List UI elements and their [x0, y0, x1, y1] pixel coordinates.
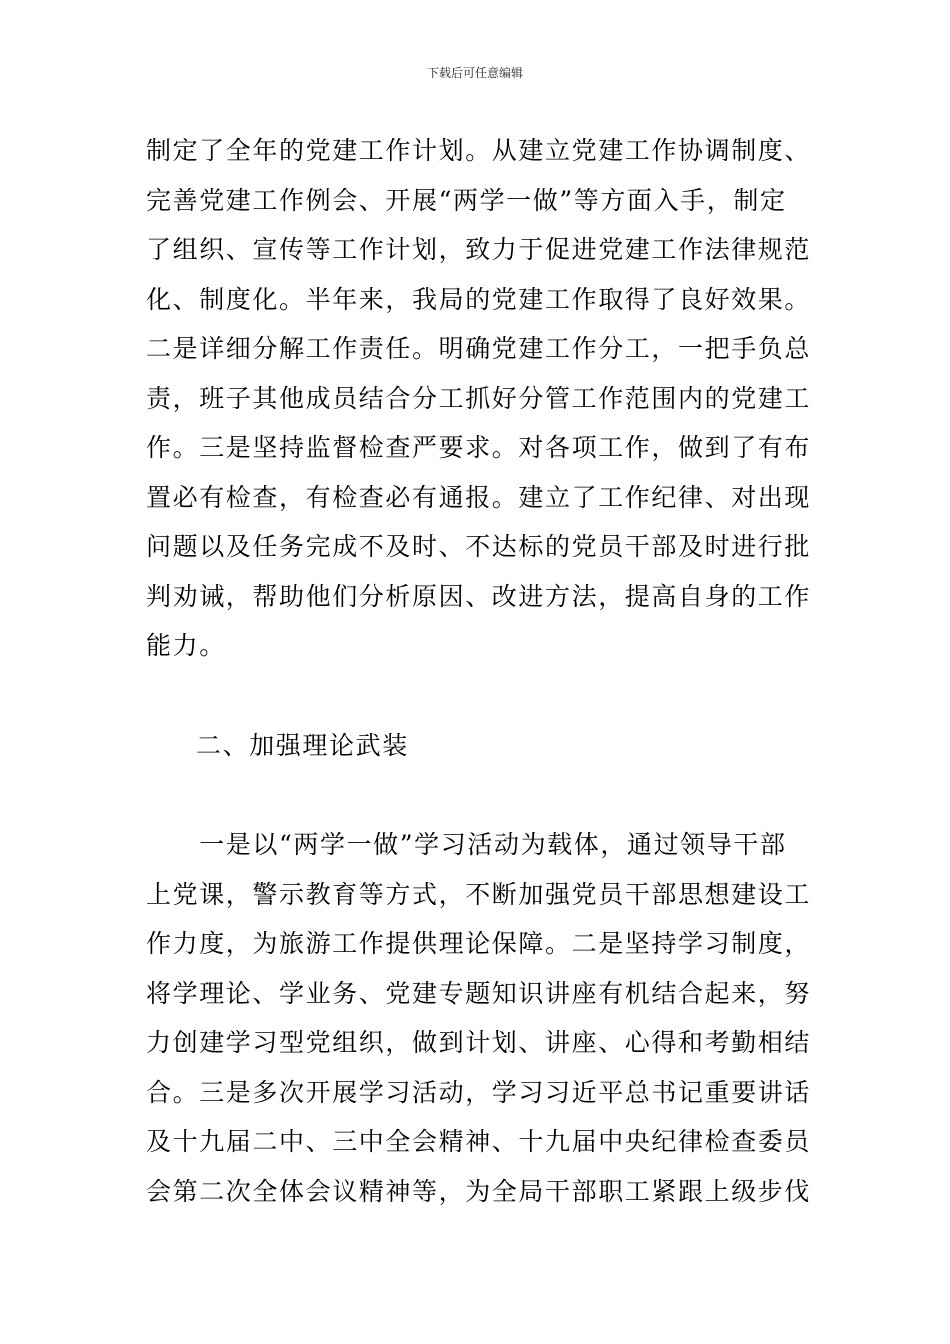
text-line: 及十九届二中、三中全会精神、十九届中央纪律检查委员 — [146, 1127, 812, 1156]
text-line: 判劝诫，帮助他们分析原因、改进方法，提高自身的工作 — [146, 581, 812, 611]
text-line: 制定了全年的党建工作计划。从建立党建工作协调制度、 — [146, 136, 812, 165]
text-line: 问题以及任务完成不及时、不达标的党员干部及时进行批 — [146, 532, 812, 561]
text-line: 合。三是多次开展学习活动，学习习近平总书记重要讲话 — [146, 1077, 812, 1107]
text-line: 二是详细分解工作责任。明确党建工作分工，一把手负总 — [146, 334, 812, 363]
text-line: 作。三是坚持监督检查严要求。对各项工作，做到了有布 — [146, 433, 812, 462]
text-line: 一是以“两学一做”学习活动为载体，通过领导干部 — [146, 830, 787, 859]
paragraph-2 — [146, 820, 812, 1216]
text-line: 完善党建工作例会、开展“两学一做”等方面入手，制定 — [146, 185, 787, 215]
text-line: 能力。 — [146, 631, 226, 660]
paragraph-1 — [146, 126, 812, 671]
text-line: 了组织、宣传等工作计划，致力于促进党建工作法律规范 — [146, 235, 812, 264]
text-line: 责，班子其他成员结合分工抓好分管工作范围内的党建工 — [146, 383, 812, 413]
text-line: 置必有检查，有检查必有通报。建立了工作纪律、对出现 — [146, 482, 812, 512]
text-line: 上党课，警示教育等方式，不断加强党员干部思想建设工 — [146, 879, 812, 909]
text-line: 力创建学习型党组织，做到计划、讲座、心得和考勤相结 — [146, 1028, 812, 1057]
page-header: 下载后可任意编辑 — [426, 66, 523, 80]
text-line: 化、制度化。半年来，我局的党建工作取得了良好效果。 — [146, 284, 812, 314]
text-line: 作力度，为旅游工作提供理论保障。二是坚持学习制度， — [146, 929, 812, 958]
section-heading: 二、加强理论武装 — [196, 731, 409, 760]
text-line: 会第二次全体会议精神等，为全局干部职工紧跟上级步伐 — [146, 1176, 812, 1206]
text-line: 将学理论、学业务、党建专题知识讲座有机结合起来，努 — [146, 978, 812, 1008]
